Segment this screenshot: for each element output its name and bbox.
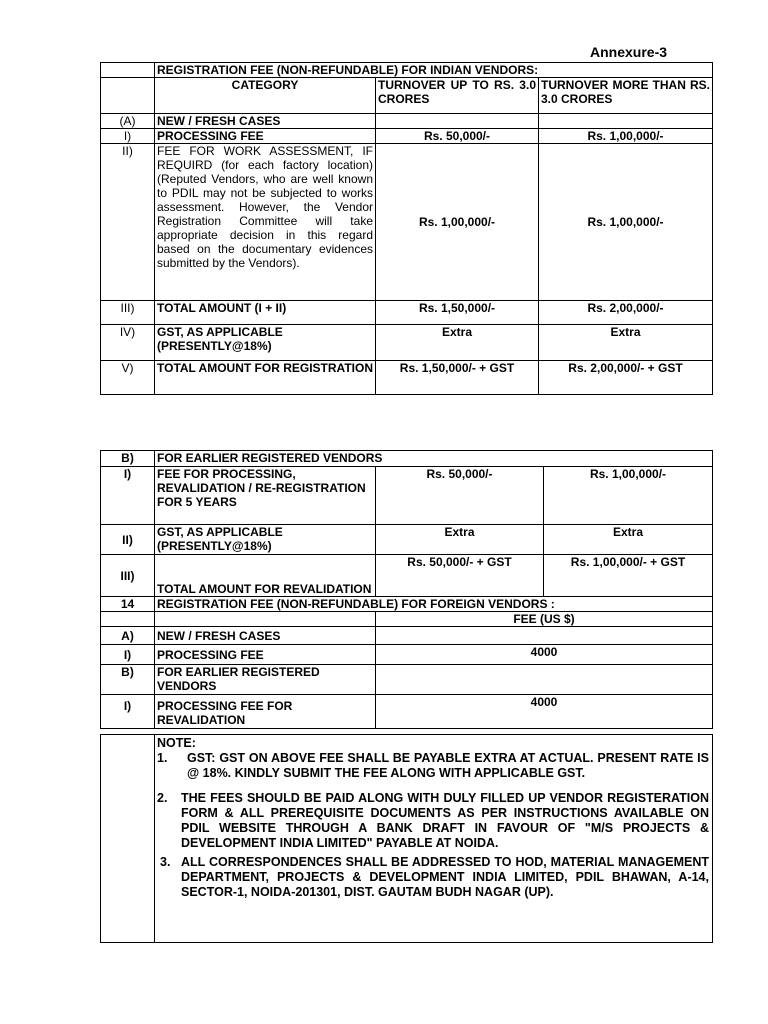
table-row (101, 695, 713, 729)
notes-table (100, 734, 713, 943)
fee-more: Extra (544, 525, 713, 555)
section-label: NEW / FRESH CASES (155, 114, 376, 129)
fee-more: Rs. 1,00,000/- + GST (544, 555, 713, 597)
fee-usd: 4000 (376, 645, 713, 665)
row-label: GST, AS APPLICABLE (PRESENTLY@18%) (155, 325, 376, 361)
fee-more: Extra (539, 325, 713, 361)
row-label: TOTAL AMOUNT FOR REVALIDATION (155, 555, 376, 597)
col-turnover-upto: TURNOVER UP TO RS. 3.0 CRORES (376, 78, 539, 114)
fee-upto: Rs. 50,000/- (376, 467, 544, 525)
row-no: I) (101, 467, 155, 525)
section-no: 14 (101, 597, 155, 612)
earlier-foreign-fee-table (100, 450, 713, 729)
note-number: 2. (157, 791, 168, 805)
fee-upto: Rs. 1,00,000/- (376, 144, 539, 301)
fee-more: Rs. 1,00,000/- (539, 144, 713, 301)
row-no: II) (101, 525, 155, 555)
section-no: B) (101, 451, 155, 467)
table-row (101, 144, 713, 301)
foreign-heading: REGISTRATION FEE (NON-REFUNDABLE) FOR FOREIGN VENDORS : (155, 597, 713, 612)
note-title: NOTE: (157, 736, 196, 750)
row-label: TOTAL AMOUNT FOR REGISTRATION (155, 361, 376, 395)
empty-cell (101, 612, 155, 627)
fee-usd: 4000 (376, 695, 713, 729)
table-row (101, 301, 713, 325)
note-item (157, 791, 709, 851)
section-no: (A) (101, 114, 155, 129)
fee-more: Rs. 2,00,000/- + GST (539, 361, 713, 395)
annexure-label: Annexure-3 (590, 44, 668, 60)
empty-cell (376, 114, 539, 129)
fee-upto: Rs. 1,50,000/- + GST (376, 361, 539, 395)
section-no: A) (101, 627, 155, 645)
row-label: GST, AS APPLICABLE (PRESENTLY@18%) (155, 525, 376, 555)
note-text: ALL CORRESPONDENCES SHALL BE ADDRESSED TO HOD, MATERIAL MANAGEMENT DEPARTMENT, PROJECTS & DEVELOPMENT INDIA LIMITED, PDIL BHAWAN, A-14, SECTOR-1, NOIDA-201301, DIST. GAUTAM BUDH NAGAR (UP). (181, 855, 709, 899)
fee-more: Rs. 1,00,000/- (544, 467, 713, 525)
note-text: GST: GST ON ABOVE FEE SHALL BE PAYABLE EXTRA AT ACTUAL. PRESENT RATE IS @ 18%. KINDLY SUBMIT THE FEE ALONG WITH APPLICABLE GST. (187, 751, 709, 780)
row-label: FEE FOR WORK ASSESSMENT, IF REQUIRD (for each factory location) (Reputed Vendors, who are well known to PDIL may not be subjected to works assessment. However, the Vendor Registration Committee will take appropriate decision in this regard based on the documentary evidences submitted by the Vendors). (155, 144, 376, 301)
table-row (101, 525, 713, 555)
fee-upto: Rs. 50,000/- + GST (376, 555, 544, 597)
table-row (101, 129, 713, 144)
row-label: PROCESSING FEE FOR REVALIDATION (155, 695, 376, 729)
col-fee-usd: FEE (US $) (376, 612, 713, 627)
fee-upto: Rs. 50,000/- (376, 129, 539, 144)
note-item (157, 855, 709, 900)
note-box (155, 735, 713, 943)
indian-vendors-fee-table (100, 62, 713, 395)
row-no: I) (101, 645, 155, 665)
table-row (101, 325, 713, 361)
empty-cell (101, 735, 155, 943)
empty-cell (101, 78, 155, 114)
fee-upto: Rs. 1,50,000/- (376, 301, 539, 325)
empty-cell (101, 63, 155, 78)
section-label: NEW / FRESH CASES (155, 627, 376, 645)
note-number: 1. (157, 751, 168, 765)
row-no: V) (101, 361, 155, 395)
fee-upto: Extra (376, 325, 539, 361)
note-number: 3. (160, 855, 171, 869)
note-text: THE FEES SHOULD BE PAID ALONG WITH DULY FILLED UP VENDOR REGISTERATION FORM & ALL PREREQUISITE DOCUMENTS AS PER INSTRUCTIONS AVAILABLE ON PDIL WEBSITE THROUGH A BANK DRAFT IN FAVOUR OF "M/S PROJECTS & DEVELOPMENT INDIA LIMITED" PAYABLE AT NOIDA. (181, 791, 709, 850)
table-row (101, 467, 713, 525)
section-label: FOR EARLIER REGISTERED VENDORS (155, 451, 713, 467)
table-row (101, 645, 713, 665)
row-no: I) (101, 695, 155, 729)
row-label: PROCESSING FEE (155, 645, 376, 665)
fee-more: Rs. 1,00,000/- (539, 129, 713, 144)
table-row (101, 361, 713, 395)
empty-cell (539, 114, 713, 129)
col-category: CATEGORY (155, 78, 376, 114)
fee-upto: Extra (376, 525, 544, 555)
row-no: III) (101, 555, 155, 597)
empty-cell (376, 665, 713, 695)
empty-cell (376, 627, 713, 645)
row-label: PROCESSING FEE (155, 129, 376, 144)
indian-heading: REGISTRATION FEE (NON-REFUNDABLE) FOR INDIAN VENDORS: (155, 63, 713, 78)
note-item (157, 751, 709, 781)
empty-cell (155, 612, 376, 627)
row-no: II) (101, 144, 155, 301)
fee-more: Rs. 2,00,000/- (539, 301, 713, 325)
row-no: III) (101, 301, 155, 325)
section-no: B) (101, 665, 155, 695)
col-turnover-more: TURNOVER MORE THAN RS. 3.0 CRORES (539, 78, 713, 114)
section-label: FOR EARLIER REGISTERED VENDORS (155, 665, 376, 695)
row-label: TOTAL AMOUNT (I + II) (155, 301, 376, 325)
row-no: IV) (101, 325, 155, 361)
row-no: I) (101, 129, 155, 144)
table-row (101, 555, 713, 597)
row-label: FEE FOR PROCESSING, REVALIDATION / RE-REGISTRATION FOR 5 YEARS (155, 467, 376, 525)
